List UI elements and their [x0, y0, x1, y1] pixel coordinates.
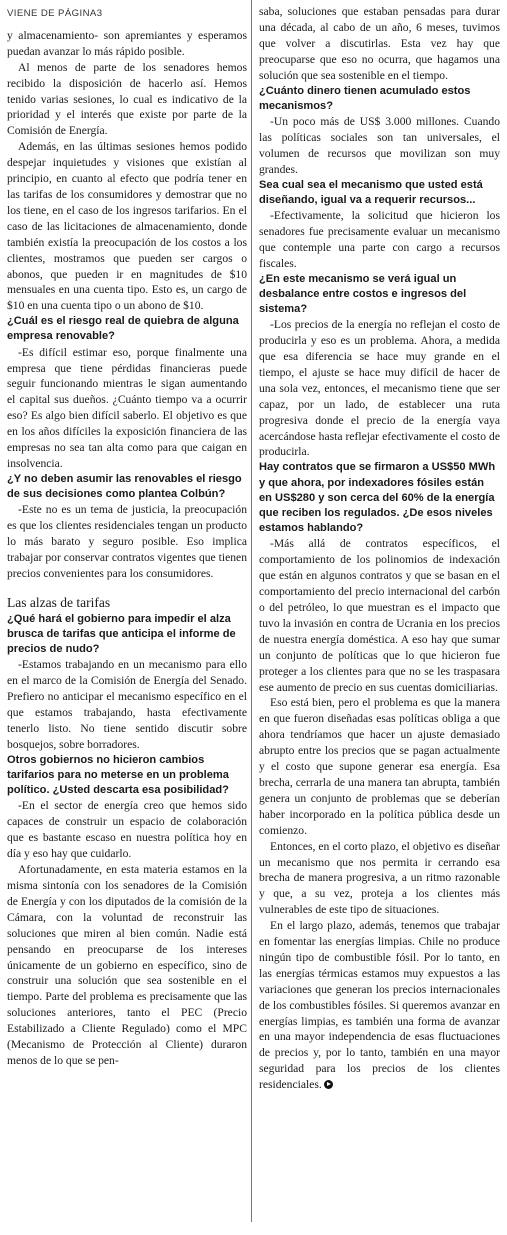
paragraph: Afortunadamente, en esta materia estamos en la misma sintonía con los senadores de la Comisión de Energía y con los diputados de la comisión de la Cámara, con la voluntad de reconstruir las soluciones que miren al bien común. Nadie está pensando en preocuparse de los intereses únicamente de un gobierno en específico, sino de construir una solución que sea sostenible en el tiempo. Parte del problema es precisamente que las soluciones anteriores, tanto el PEC (Precio Estabilizado a Cliente Regulado) como el MPC (Mecanismo de Protección al Cliente) duraron menos de lo que se pen-	[7, 863, 247, 1067]
section-heading: Las alzas de tarifas	[7, 594, 111, 610]
interview-question: Otros gobiernos no hicieron cambios tarifarios para no meterse en un problema político. ¿Usted descarta esa posibilidad?	[7, 753, 229, 797]
interview-question: ¿En este mecanismo se verá igual un desbalance entre costos e ingresos del sistema?	[259, 272, 467, 315]
paragraph: y almacenamiento- son apremiantes y esperamos puedan avanzar lo más rápido posible.	[7, 28, 247, 58]
interview-answer: -Es difícil estimar eso, porque finalmente una empresa que tiene pérdidas financieras puede seguir funcionando mientras le sigan aumentando el capital sus dueños. ¿Cuánto tiempo va a ocurrir eso? Es algo bien difícil saberlo. El objetivo es que en los años difíciles la exposición financiera de las empresas no sea tan alta como para que caigan en insolvencia.	[7, 345, 247, 470]
interview-question: Hay contratos que se firmaron a US$50 MWh y que ahora, por indexadores fósiles están en US$280 y son cerca del 60% de la energía que reciben los regulados. ¿De esos niveles estamos hablando?	[259, 461, 496, 535]
end-of-article-icon	[324, 1080, 333, 1089]
left-column	[7, 4, 247, 1069]
interview-answer: -Un poco más de US$ 3.000 millones. Cuando las políticas sociales son tan universales, el volumen de recursos que movilizan son muy grandes.	[259, 114, 500, 176]
interview-answer: -Los precios de la energía no reflejan el costo de producirla y eso es un problema. Ahora, a medida que esa diferencia se hace muy grande en el tiempo, el ajuste se hace muy difícil de hacer de una sola vez, entonces, el mecanismo tiene que ser capaz, por un lado, de establecer una ruta progresiva donde el precio de la energía vaya acercándose hasta reflejar efectivamente el costo de producirla.	[259, 318, 500, 459]
paragraph: Eso está bien, pero el problema es que la manera en que fueron diseñadas esas políticas obliga a que ahora tendríamos que hacer un ajuste demasiado abrupto entre los precios que se pagan actualmente y el costo que supone generar esa energía. Esa brecha, cerrarla de una manera tan abrupta, también genera un conjunto de problemas que se deberían haber incorporado en la política pública desde un comienzo.	[259, 696, 500, 837]
right-column	[259, 4, 500, 1093]
interview-answer: -Más allá de contratos específicos, el comportamiento de los polinomios de indexación que están en algunos contratos y que se basan en el comportamiento del precio internacional del carbón o del petróleo, lo que muestran es el impacto que tuvo la invasión en contra de Ucrania en los precios de nuestra energía doméstica. A eso hay que sumar un conjunto de políticas que lo que hicieron fue proteger a los clientes para que no se les traspasara ese aumento de precio en sus cuentas domiciliarias.	[259, 537, 500, 694]
interview-question: ¿Cuál es el riesgo real de quiebra de alguna empresa renovable?	[7, 315, 239, 343]
interview-answer: -Estamos trabajando en un mecanismo para ello en el marco de la Comisión de Energía del Senado. Prefiero no anticipar el mecanismo específico en el que estamos trabajando, hasta efectivamente tenerlo listo. No tiene sentido discutir sobre bosquejos, sobre borradores.	[7, 658, 247, 751]
paragraph: Al menos de parte de los senadores hemos recibido la disposición de hacerlo así. Hemos tenido varias sesiones, lo cual es indicativo de la prioridad y el interés que existe por parte de la Comisión de Energía.	[7, 60, 247, 138]
interview-question: ¿Qué hará el gobierno para impedir el alza brusca de tarifas que anticipa el informe de precios de nudo?	[7, 612, 236, 656]
interview-answer: -Este no es un tema de justicia, la preocupación es que los clientes residenciales tengan un producto lo más barato y seguro posible. Eso implica trabajar por conservar contratos vigentes que tienen precios convenientes para los consumidores.	[7, 503, 247, 580]
interview-answer: -En el sector de energía creo que hemos sido capaces de construir un espacio de colaboración que es bastante escaso en nuestra política hoy en día y eso hay que cuidarlo.	[7, 799, 247, 861]
continued-from-label: VIENE DE PÁGINA3	[7, 8, 103, 19]
column-divider	[251, 0, 252, 1222]
interview-question: ¿Cuánto dinero tienen acumulado estos mecanismos?	[259, 84, 471, 112]
last-paragraph	[259, 918, 500, 1093]
paragraph: Entonces, en el corto plazo, el objetivo es diseñar un mecanismo que nos permita ir cerrando esa brecha de manera progresiva, a un ritmo razonable y que, a su vez, proteja a los clientes más vulnerables de este tipo de situaciones.	[259, 839, 500, 917]
paragraph: Además, en las últimas sesiones hemos podido despejar inquietudes y visiones que existían al principio, en cuanto al efecto que podría tener en las tarifas de los consumidores y demostrar que no los tiene, en el caso de los ingresos tarifarios. En el caso de las licitaciones de almacenamiento, donde también existía la preocupación de los costos a los clientes, mostramos que pueden ser cargos o abonos, que pueden ir en magnitudes de $10 mensuales en una cuenta tipo. Esto es, un cargo de $10 en una cuenta tipo o un abono de $10.	[7, 140, 247, 313]
paragraph: saba, soluciones que estaban pensadas para durar una década, al cabo de un año, 6 meses, tuvimos que volver a discutirlas. Esta vez hay que preocuparse que eso no ocurra, que hagamos una solución que sea sostenible en el tiempo.	[259, 5, 500, 82]
interview-question: Sea cual sea el mecanismo que usted está diseñando, igual va a requerir recursos...	[259, 178, 483, 206]
interview-answer: -Efectivamente, la solicitud que hicieron los senadores fue precisamente evaluar un mecanismo que contemple una parte con cargo a recursos fiscales.	[259, 208, 500, 270]
paragraph-text: En el largo plazo, además, tenemos que trabajar en fomentar las energías limpias. Chile no produce ningún tipo de combustible fósil. Por lo tanto, en las energías térmicas estamos muy expuestos a las variaciones que generan los precios internacionales de los combustibles fósiles. Si queremos avanzar en energías limpias, es también una forma de avanzar en una mayor independencia de esas fluctuaciones de precios y, por lo tanto, también en una mayor seguridad para los precios de los clientes residenciales.	[259, 919, 500, 1092]
interview-question: ¿Y no deben asumir las renovables el riesgo de sus decisiones como plantea Colbún?	[7, 472, 242, 501]
